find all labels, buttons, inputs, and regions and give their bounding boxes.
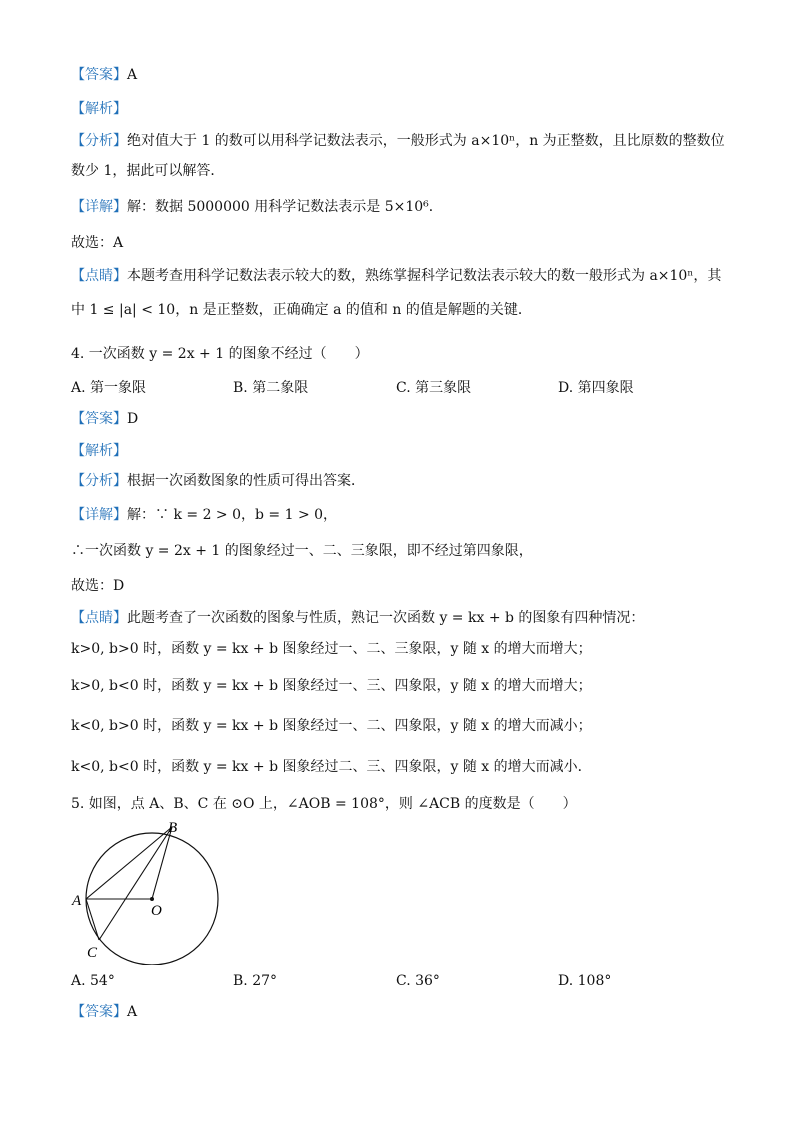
segment-ab <box>86 827 172 899</box>
q4-answer: 【答案】D <box>71 411 139 427</box>
section-tag: 【答案】 <box>71 67 127 83</box>
q4-option-a: A. 第一象限 <box>71 380 147 396</box>
analysis-heading <box>71 99 127 119</box>
q5-option-a: A. 54° <box>71 973 115 989</box>
section-tag: 【点睛】 <box>71 610 127 626</box>
section-tag: 【答案】 <box>71 1004 127 1020</box>
analysis-text: 【分析】绝对值大于 1 的数可以用科学记数法表示，一般形式为 a×10ⁿ，n 为正整数，且比原数的整数位 <box>71 133 725 149</box>
label-a: A <box>72 893 82 909</box>
label-c: C <box>87 945 98 961</box>
q4-case-3: k<0, b>0 时，函数 y = kx + b 图象经过一、二、四象限，y 随 x 的增大而减小； <box>71 718 592 734</box>
q4-analysis: 【分析】根据一次函数图象的性质可得出答案． <box>71 473 365 489</box>
detail-text: 【详解】解：数据 5000000 用科学记数法表示是 5×10⁶． <box>71 199 443 215</box>
analysis-text-cont: 数少 1，据此可以解答． <box>71 163 225 179</box>
q4-case-4: k<0, b<0 时，函数 y = kx + b 图象经过二、三、四象限，y 随 x 的增大而减小． <box>71 759 592 775</box>
q4-question: 4. 一次函数 y = 2x + 1 的图象不经过（ ） <box>71 346 369 362</box>
section-tag: 【点睛】 <box>71 268 127 284</box>
section-tag: 【分析】 <box>71 473 127 489</box>
q5-option-c: C. 36° <box>396 973 440 989</box>
label-o: O <box>151 903 162 919</box>
choice-line: 故选：A <box>71 235 124 251</box>
section-tag: 【分析】 <box>71 133 127 149</box>
q4-comment: 【点睛】此题考查了一次函数的图象与性质，熟记一次函数 y = kx + b 的图象有四种情况： <box>71 610 645 626</box>
section-tag: 【解析】 <box>71 101 127 117</box>
q4-conclusion: ∴一次函数 y = 2x + 1 的图象经过一、二、三象限，即不经过第四象限， <box>71 543 533 559</box>
center-point <box>150 897 154 901</box>
q4-analysis-heading <box>71 441 127 461</box>
q4-option-c: C. 第三象限 <box>396 380 472 396</box>
segment-ac <box>86 899 99 940</box>
q5-option-b: B. 27° <box>233 973 278 989</box>
segment-cb <box>99 827 172 940</box>
q4-choice: 故选：D <box>71 578 125 594</box>
q4-case-1: k>0, b>0 时，函数 y = kx + b 图象经过一、二、三象限，y 随 x 的增大而增大； <box>71 641 592 657</box>
segment-ob <box>152 827 172 899</box>
q5-answer: 【答案】A <box>71 1004 138 1020</box>
section-tag: 【解析】 <box>71 443 127 459</box>
q4-case-2: k>0, b<0 时，函数 y = kx + b 图象经过一、三、四象限，y 随 x 的增大而增大； <box>71 678 592 694</box>
label-b: B <box>168 820 178 836</box>
circle-figure <box>70 815 230 965</box>
comment-text-cont: 中 1 ≤ |a| < 10，n 是正整数，正确确定 a 的值和 n 的值是解题的关键． <box>71 302 532 318</box>
comment-text: 【点睛】本题考查用科学记数法表示较大的数，熟练掌握科学记数法表示较大的数一般形式为 a×10ⁿ，其 <box>71 268 722 284</box>
q5-question: 5. 如图，点 A、B、C 在 ⊙O 上，∠AOB = 108°，则 ∠ACB 的度数是（ ） <box>71 796 577 812</box>
section-tag: 【详解】 <box>71 507 127 523</box>
q4-option-d: D. 第四象限 <box>558 380 634 396</box>
q5-option-d: D. 108° <box>558 973 612 989</box>
q4-detail: 【详解】解：∵ k = 2 > 0，b = 1 > 0， <box>71 507 338 523</box>
answer-line: 【答案】A <box>71 67 138 83</box>
section-tag: 【详解】 <box>71 199 127 215</box>
section-tag: 【答案】 <box>71 411 127 427</box>
q4-option-b: B. 第二象限 <box>233 380 309 396</box>
